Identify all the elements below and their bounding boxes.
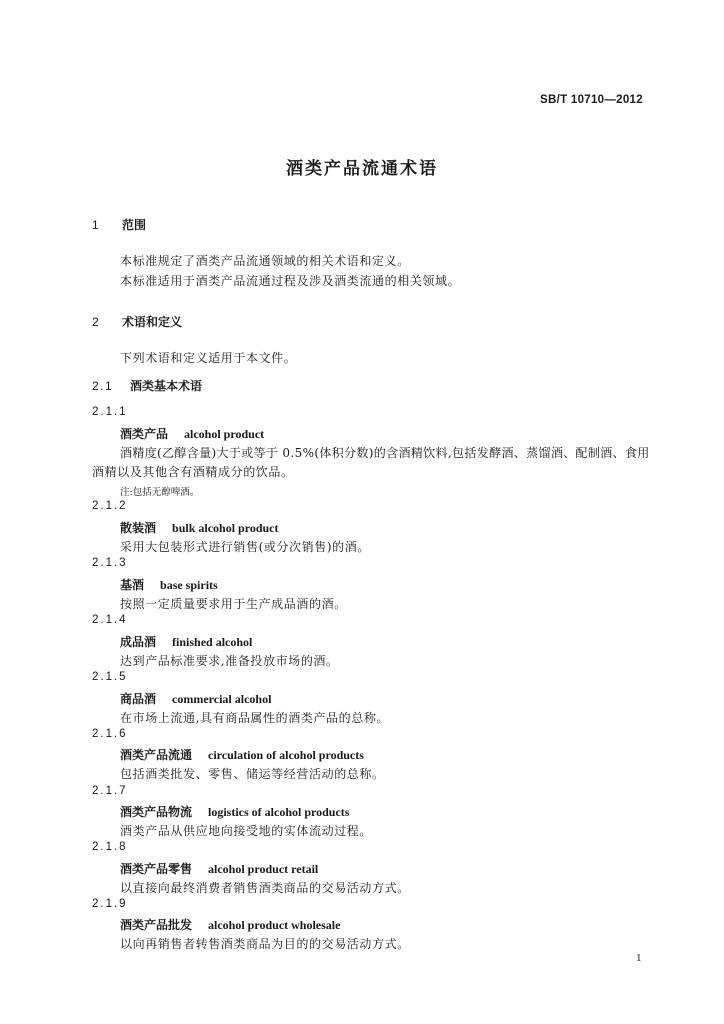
term-english: alcohol product wholesale	[208, 918, 341, 932]
section-heading-scope	[92, 216, 146, 233]
entry-number: 2.1.7	[92, 785, 128, 797]
term-chinese: 酒类产品流通	[120, 748, 193, 762]
term-heading	[120, 690, 271, 707]
term-note: 注:包括无醇啤酒。	[120, 487, 200, 498]
term-english: logistics of alcohol products	[208, 805, 350, 819]
term-english: alcohol product	[184, 427, 265, 441]
term-heading	[120, 803, 349, 820]
document-title: 酒类产品流通术语	[286, 159, 438, 179]
term-definition: 以直接向最终消费者销售酒类商品的交易活动方式。	[120, 881, 410, 895]
term-definition: 包括酒类批发、零售、储运等经营活动的总称。	[120, 767, 385, 781]
term-heading	[120, 860, 318, 877]
term-chinese: 酒类产品批发	[120, 918, 193, 932]
term-definition: 采用大包装形式进行销售(或分次销售)的酒。	[120, 540, 370, 554]
term-heading	[120, 916, 340, 933]
term-heading	[120, 746, 364, 763]
term-definition: 酒类产品从供应地向接受地的实体流动过程。	[120, 824, 373, 838]
scope-paragraph-1: 本标准规定了酒类产品流通领域的相关术语和定义。	[120, 254, 410, 268]
entry-number: 2.1.2	[92, 500, 128, 512]
term-chinese: 商品酒	[120, 692, 157, 706]
section-title: 术语和定义	[122, 315, 183, 329]
entry-number: 2.1.1	[92, 406, 128, 418]
term-chinese: 基酒	[120, 578, 145, 592]
term-chinese: 散装酒	[120, 521, 157, 535]
term-heading	[120, 576, 218, 593]
term-chinese: 成品酒	[120, 635, 157, 649]
term-definition: 达到产品标准要求,准备投放市场的酒。	[120, 654, 339, 668]
term-english: bulk alcohol product	[172, 521, 279, 535]
terms-intro-paragraph: 下列术语和定义适用于本文件。	[120, 351, 297, 365]
section-heading-terms	[92, 313, 182, 330]
entry-number: 2.1.8	[92, 841, 128, 853]
section-number: 1	[92, 218, 99, 232]
standard-code: SB/T 10710—2012	[540, 94, 643, 106]
entry-number: 2.1.9	[92, 898, 128, 910]
subsection-number: 2.1	[92, 379, 114, 393]
subsection-title: 酒类基本术语	[130, 379, 203, 393]
term-heading	[120, 633, 252, 650]
term-chinese: 酒类产品物流	[120, 805, 193, 819]
page-number: 1	[636, 952, 642, 964]
subsection-heading-basic-terms	[92, 377, 202, 394]
term-english: circulation of alcohol products	[208, 748, 364, 762]
scope-paragraph-2: 本标准适用于酒类产品流通过程及涉及酒类流通的相关领域。	[120, 274, 461, 288]
entry-number: 2.1.6	[92, 728, 128, 740]
term-english: finished alcohol	[172, 635, 253, 649]
term-chinese: 酒类产品零售	[120, 862, 193, 876]
term-english: commercial alcohol	[172, 692, 272, 706]
section-title: 范围	[122, 218, 147, 232]
term-chinese: 酒类产品	[120, 427, 169, 441]
entry-number: 2.1.4	[92, 614, 128, 626]
entry-number: 2.1.3	[92, 557, 128, 569]
term-heading	[120, 519, 279, 536]
section-number: 2	[92, 315, 99, 329]
term-definition: 按照一定质量要求用于生产成品酒的酒。	[120, 597, 347, 611]
entry-number: 2.1.5	[92, 671, 128, 683]
term-definition: 在市场上流通,具有商品属性的酒类产品的总称。	[120, 711, 390, 725]
term-definition: 以向再销售者转售酒类商品为目的的交易活动方式。	[120, 937, 410, 951]
term-definition-continued: 酒精以及其他含有酒精成分的饮品。	[92, 465, 294, 479]
term-english: base spirits	[160, 578, 218, 592]
term-definition: 酒精度(乙醇含量)大于或等于 0.5%(体积分数)的含酒精饮料,包括发酵酒、蒸馏酒、配制酒、食用	[120, 446, 650, 460]
term-english: alcohol product retail	[208, 862, 319, 876]
term-heading	[120, 425, 264, 442]
